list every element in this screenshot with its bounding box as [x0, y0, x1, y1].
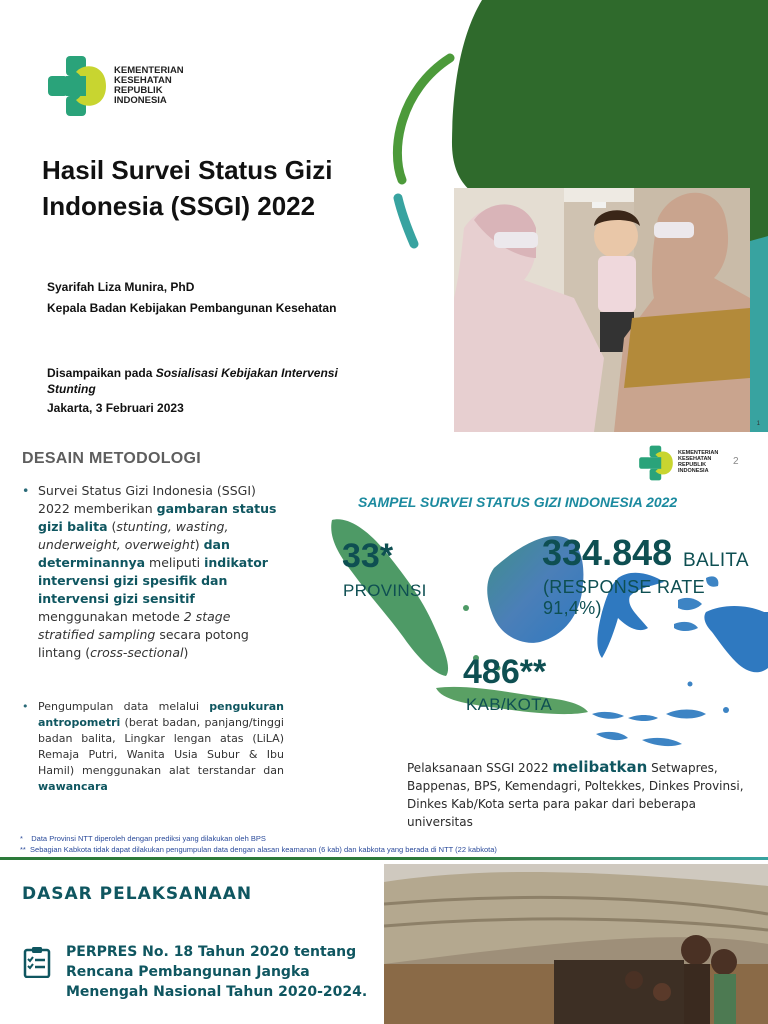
ministry-logo-text: KEMENTERIAN KESEHATAN REPUBLIK INDONESIA [678, 450, 719, 474]
footnote-1: * Data Provinsi NTT diperoleh dengan prediksi yang dilakukan oleh BPS [20, 834, 266, 843]
stat-balita-value: 334.848 [542, 532, 673, 573]
slide-footer-bar [0, 857, 768, 860]
stat-kabkota-value: 486** [463, 653, 547, 691]
implementation-note: Pelaksanaan SSGI 2022 melibatkan Setwapres, Bappenas, BPS, Kemendagri, Poltekkes, Dinkes Provinsi, Dinkes Kab/Kota serta para pakar dari beberapa universitas [407, 758, 744, 829]
stat-response-rate: (RESPONSE RATE 91,4%) [543, 577, 705, 618]
ministry-logo-icon [46, 54, 108, 118]
child-measurement-photo [454, 188, 750, 432]
legal-basis-slide [0, 864, 768, 1024]
footnote-2: ** Sebagian Kabkota tidak dapat dilakukan pengumpulan data dengan alasan keamanan (6 kab) dan kabkota yang berada di NTT (22 kabkota) [20, 845, 497, 854]
map-caption: SAMPEL SURVEI STATUS GIZI INDONESIA 2022 [358, 494, 678, 510]
presenter-role: Kepala Badan Kebijakan Pembangunan Kesehatan [47, 301, 337, 315]
ministry-logo-icon [638, 444, 674, 482]
stat-balita-unit: BALITA [683, 550, 749, 571]
bullet-dot: • [22, 483, 30, 498]
delivered-at: Disampaikan pada Sosialisasi Kebijakan Intervensi Stunting [47, 366, 338, 396]
page-number: 2 [733, 456, 739, 467]
ministry-logo [638, 444, 718, 482]
stat-provinsi-label: PROVINSI [343, 581, 427, 600]
presentation-title: Hasil Survei Status Gizi Indonesia (SSGI) 2022 [42, 155, 333, 221]
methodology-bullet-2: • Pengumpulan data melalui pengukuran antropometri (berat badan, panjang/tinggi badan balita, Lingkar lengan atas (LiLA) Remaja Putri, Wanita Usia Subur & Ibu Hamil) menggunakan alat terstandar dan wawancara [22, 700, 284, 793]
ministry-logo [46, 54, 184, 118]
methodology-bullet-1: • Survei Status Gizi Indonesia (SSGI) 2022 memberikan gambaran status gizi balita (stunting, wasting, underweight, overweight) dan determinannya meliputi indikator intervensi gizi spesifik dan intervensi gizi sensitif menggunakan metode 2 stage stratified sampling secara potong lintang (cross-sectional) [22, 483, 277, 660]
page-number: 1 [756, 421, 760, 427]
slide-heading: DASAR PELAKSANAAN [22, 884, 253, 904]
slide-heading: DESAIN METODOLOGI [22, 450, 202, 467]
village-hut-photo [384, 864, 768, 1024]
stat-kabkota-label: KAB/KOTA [466, 695, 553, 714]
bullet-dot: • [22, 700, 29, 713]
methodology-slide [0, 436, 768, 860]
presentation-date: Jakarta, 3 Februari 2023 [47, 401, 184, 415]
stat-provinsi-value: 33* [342, 537, 394, 575]
presenter-name: Syarifah Liza Munira, PhD [47, 280, 195, 294]
ministry-logo-text: KEMENTERIAN KESEHATAN REPUBLIK INDONESIA [114, 65, 184, 106]
title-slide [0, 0, 768, 432]
clipboard-icon [22, 946, 52, 978]
legal-basis-item: PERPRES No. 18 Tahun 2020 tentang Rencana Pembangunan Jangka Menengah Nasional Tahun 2020-2024. [66, 944, 368, 1000]
